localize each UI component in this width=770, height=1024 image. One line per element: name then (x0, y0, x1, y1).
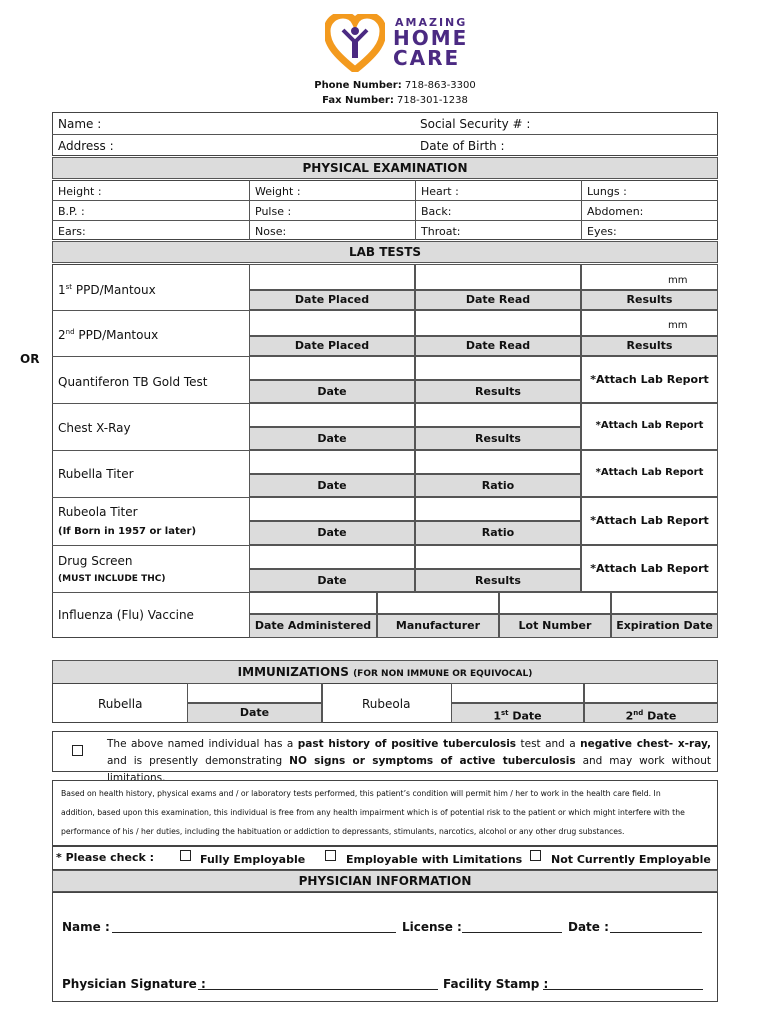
patient-address-label: Address : (58, 139, 114, 153)
logo-line3: CARE (393, 46, 461, 70)
back-label: Back: (421, 205, 452, 218)
physician-info-header: PHYSICIAN INFORMATION (52, 870, 718, 892)
logo-line1: AMAZING (395, 16, 468, 29)
ppd1-date-read-field[interactable] (415, 264, 581, 290)
immun-rubella-field[interactable] (187, 683, 322, 703)
drug-screen-label: Drug Screen (58, 554, 133, 568)
ppd2-date-read-field[interactable] (415, 310, 581, 336)
phone-label: Phone Number: (314, 80, 402, 91)
ppd1-results-field[interactable] (581, 264, 718, 290)
chest-attach-note: *Attach Lab Report (581, 403, 718, 450)
immun-rubeola-first-field[interactable] (451, 683, 584, 703)
drug-attach-note: *Attach Lab Report (581, 545, 718, 592)
immun-rubeola-label: Rubeola (362, 697, 411, 711)
physician-signature-label: Physician Signature : (62, 977, 206, 991)
mm-unit: mm (668, 275, 688, 286)
height-label: Height : (58, 185, 102, 198)
ppd1-date-placed-field[interactable] (249, 264, 415, 290)
flu-vaccine-label: Influenza (Flu) Vaccine (58, 608, 194, 622)
flu-manufacturer-field[interactable] (377, 592, 499, 614)
heart-person-icon (325, 14, 385, 72)
drug-screen-note: (MUST INCLUDE THC) (58, 574, 166, 584)
divider (322, 683, 323, 723)
drug-date-caption: Date (249, 569, 415, 592)
flu-manufacturer-caption: Manufacturer (377, 614, 499, 638)
mm-unit: mm (668, 320, 688, 331)
fully-employable-label: Fully Employable (200, 853, 306, 866)
not-employable-checkbox[interactable] (530, 850, 541, 861)
chest-xray-label: Chest X-Ray (58, 421, 131, 435)
ppd2-date-read-caption: Date Read (415, 336, 581, 356)
chest-date-caption: Date (249, 427, 415, 450)
phone-number: 718-863-3300 (404, 80, 476, 91)
physician-license-field[interactable] (462, 932, 562, 933)
flu-expiration-caption: Expiration Date (611, 614, 718, 638)
immun-second-date-caption: 2nd Date (584, 703, 718, 723)
throat-label: Throat: (421, 225, 461, 238)
immun-rubeola-second-field[interactable] (584, 683, 718, 703)
divider (52, 220, 718, 221)
rubella-date-caption: Date (249, 474, 415, 497)
flu-expiration-field[interactable] (611, 592, 718, 614)
chest-results-caption: Results (415, 427, 581, 450)
divider (52, 356, 249, 357)
quantiferon-date-field[interactable] (249, 356, 415, 380)
pulse-label: Pulse : (255, 205, 292, 218)
ppd2-date-placed-field[interactable] (249, 310, 415, 336)
flu-lot-field[interactable] (499, 592, 611, 614)
patient-dob-label: Date of Birth : (420, 139, 505, 153)
patient-name-label: Name : (58, 117, 102, 131)
physician-name-label: Name : (62, 920, 110, 934)
divider (52, 450, 249, 451)
flu-date-field[interactable] (249, 592, 377, 614)
drug-results-field[interactable] (415, 545, 581, 569)
chest-results-field[interactable] (415, 403, 581, 427)
ppd2-results-caption: Results (581, 336, 718, 356)
physician-license-label: License : (402, 920, 462, 934)
eyes-label: Eyes: (587, 225, 617, 238)
rubella-attach-note: *Attach Lab Report (581, 450, 718, 497)
immun-rubella-date-caption: Date (187, 703, 322, 723)
facility-stamp-field[interactable] (543, 989, 703, 990)
employable-limitations-checkbox[interactable] (325, 850, 336, 861)
physician-signature-field[interactable] (198, 989, 438, 990)
statement-line2: addition, based upon this examination, this individual is free from any health impairment which is of potential risk to the patient or which might interfere with the (61, 808, 685, 817)
rubella-ratio-caption: Ratio (415, 474, 581, 497)
rubella-titer-label: Rubella Titer (58, 467, 134, 481)
rubeola-ratio-caption: Ratio (415, 521, 581, 545)
tb-history-text: The above named individual has a past history of positive tuberculosis test and a negative chest- x-ray, and is presently demonstrating NO signs or symptoms of active tuberculosis and may work without limitations. (107, 738, 711, 784)
immunizations-header: IMMUNIZATIONS (FOR NON IMMUNE OR EQUIVOCAL) (52, 660, 718, 684)
bp-label: B.P. : (58, 205, 85, 218)
physical-exam-header: PHYSICAL EXAMINATION (52, 157, 718, 179)
ppd2-results-field[interactable] (581, 310, 718, 336)
quantiferon-date-caption: Date (249, 380, 415, 403)
flu-date-caption: Date Administered (249, 614, 377, 638)
ppd2-label: 2nd PPD/Mantoux (58, 328, 159, 342)
immun-rubella-label: Rubella (98, 697, 143, 711)
facility-stamp-label: Facility Stamp : (443, 977, 549, 991)
divider (52, 545, 249, 546)
fax-number: 718-301-1238 (397, 95, 468, 106)
rubeola-attach-note: *Attach Lab Report (581, 497, 718, 545)
patient-ssn-label: Social Security # : (420, 117, 531, 131)
immun-first-date-caption: 1st Date (451, 703, 584, 723)
rubeola-ratio-field[interactable] (415, 497, 581, 521)
quantiferon-results-field[interactable] (415, 356, 581, 380)
please-check-label: * Please check : (56, 851, 155, 864)
chest-date-field[interactable] (249, 403, 415, 427)
divider (581, 180, 582, 240)
weight-label: Weight : (255, 185, 301, 198)
ppd2-date-placed-caption: Date Placed (249, 336, 415, 356)
ppd1-date-read-caption: Date Read (415, 290, 581, 310)
divider (415, 180, 416, 240)
ears-label: Ears: (58, 225, 86, 238)
nose-label: Nose: (255, 225, 287, 238)
lungs-label: Lungs : (587, 185, 627, 198)
rubeola-date-caption: Date (249, 521, 415, 545)
rubeola-date-field[interactable] (249, 497, 415, 521)
ppd1-date-placed-caption: Date Placed (249, 290, 415, 310)
rubeola-note: (If Born in 1957 or later) (58, 526, 197, 537)
lab-tests-header: LAB TESTS (52, 241, 718, 263)
divider (52, 592, 249, 593)
drug-date-field[interactable] (249, 545, 415, 569)
divider (52, 403, 249, 404)
quantiferon-attach-note: *Attach Lab Report (581, 356, 718, 403)
fully-employable-checkbox[interactable] (180, 850, 191, 861)
divider (52, 134, 718, 135)
flu-lot-caption: Lot Number (499, 614, 611, 638)
physician-date-field[interactable] (610, 932, 702, 933)
quantiferon-label: Quantiferon TB Gold Test (58, 375, 208, 389)
physician-name-field[interactable] (112, 932, 396, 933)
physician-date-label: Date : (568, 920, 609, 934)
employable-limitations-label: Employable with Limitations (346, 853, 523, 866)
ppd1-label: 1st PPD/Mantoux (58, 283, 156, 297)
ppd1-results-caption: Results (581, 290, 718, 310)
statement-line1: Based on health history, physical exams and / or laboratory tests performed, this patient’s condition will permit him / her to work in the health care field. In (61, 789, 661, 798)
divider (52, 310, 249, 311)
fax-line (0, 95, 770, 106)
rubella-ratio-field[interactable] (415, 450, 581, 474)
heart-label: Heart : (421, 185, 459, 198)
divider (52, 200, 718, 201)
rubella-date-field[interactable] (249, 450, 415, 474)
or-label: OR (20, 352, 40, 366)
drug-results-caption: Results (415, 569, 581, 592)
logo (325, 14, 469, 72)
statement-line3: performance of his / her duties, including the habituation or addiction to depressants, stimulants, narcotics, alcohol or any other drug substances. (61, 827, 625, 836)
quantiferon-results-caption: Results (415, 380, 581, 403)
fax-label: Fax Number: (322, 95, 394, 106)
abdomen-label: Abdomen: (587, 205, 644, 218)
tb-history-checkbox[interactable] (72, 745, 83, 756)
not-employable-label: Not Currently Employable (551, 853, 711, 866)
divider (249, 180, 250, 240)
logo-line2: HOME (393, 26, 469, 50)
phone-line (0, 80, 770, 91)
divider (52, 497, 249, 498)
rubeola-titer-label: Rubeola Titer (58, 505, 138, 519)
